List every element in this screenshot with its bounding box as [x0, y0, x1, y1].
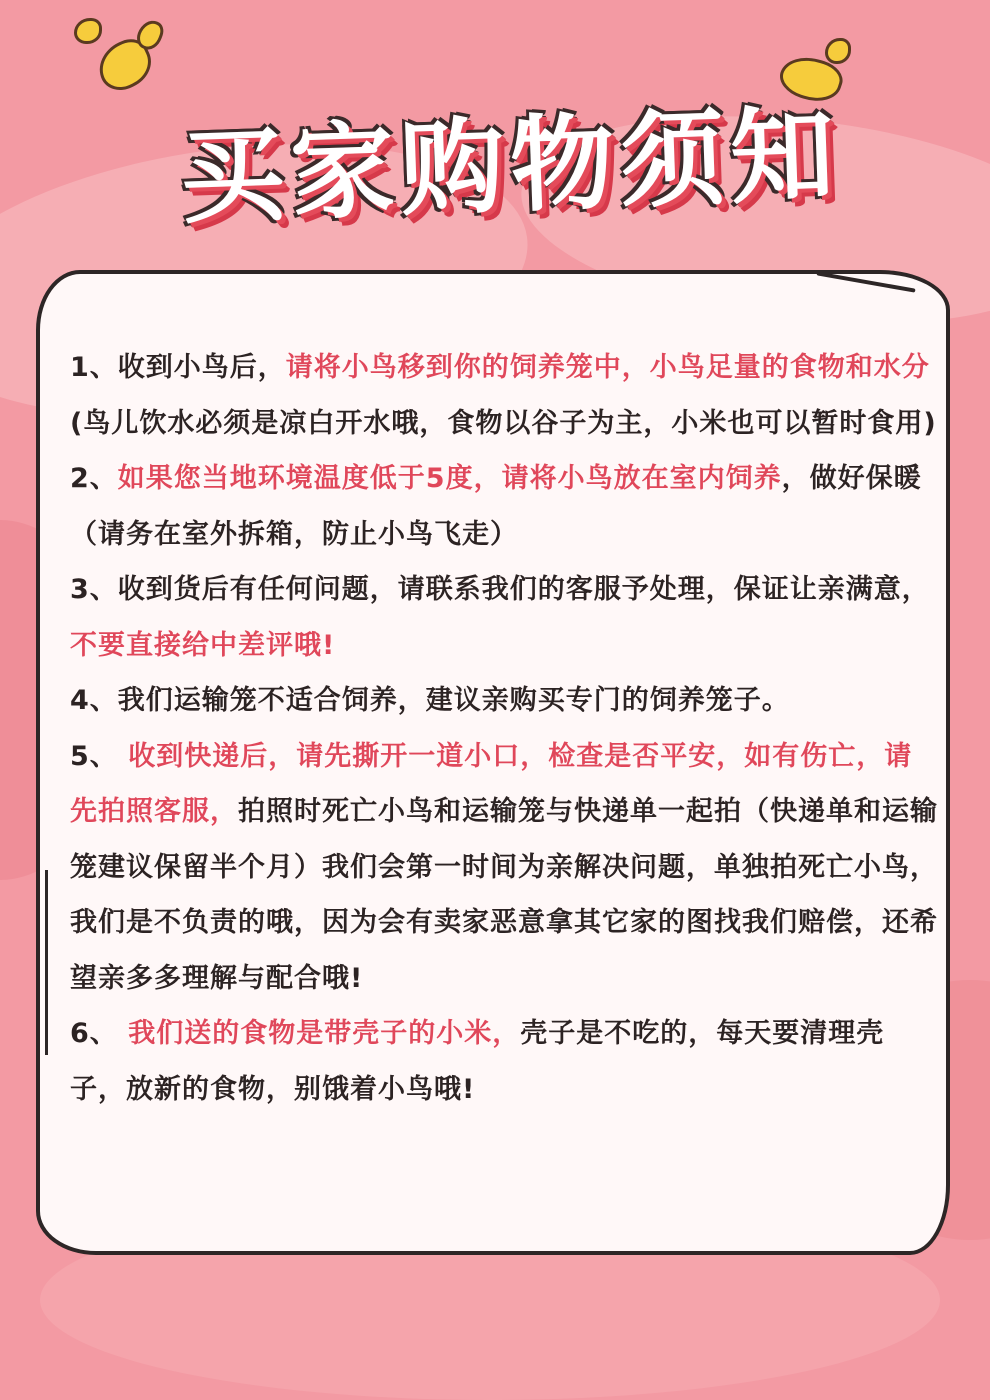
notice-item-6: 6、 我们送的食物是带壳子的小米，壳子是不吃的，每天要清理壳子，放新的食物，别饿着小鸟哦!: [70, 1018, 885, 1105]
notice-item-4: 4、我们运输笼不适合饲养，建议亲购买专门的饲养笼子。: [70, 685, 790, 716]
notice-list: [70, 340, 940, 1117]
card-decoration-line: [45, 870, 48, 1055]
yellow-splash-icon: [74, 18, 102, 44]
notice-item-1: 1、收到小鸟后，请将小鸟移到你的饲养笼中，小鸟足量的食物和水分(鸟儿饮水必须是凉白开水哦，食物以谷子为主，小米也可以暂时食用): [70, 352, 937, 439]
page-title: 买家购物须知: [178, 93, 843, 239]
notice-item-5: 5、 收到快递后，请先撕开一道小口，检查是否平安，如有伤亡，请先拍照客服，拍照时死亡小鸟和运输笼与快递单一起拍（快递单和运输笼建议保留半个月）我们会第一时间为亲解决问题，单独拍死亡小鸟，我们是不负责的哦，因为会有卖家恶意拿其它家的图找我们赔偿，还希望亲多多理解与配合哦!: [70, 740, 938, 994]
notice-item-3: 3、收到货后有任何问题，请联系我们的客服予处理，保证让亲满意，不要直接给中差评哦!: [70, 574, 930, 661]
notice-item-2: 2、如果您当地环境温度低于5度，请将小鸟放在室内饲养，做好保暖（请务在室外拆箱，防止小鸟飞走）: [70, 463, 922, 550]
